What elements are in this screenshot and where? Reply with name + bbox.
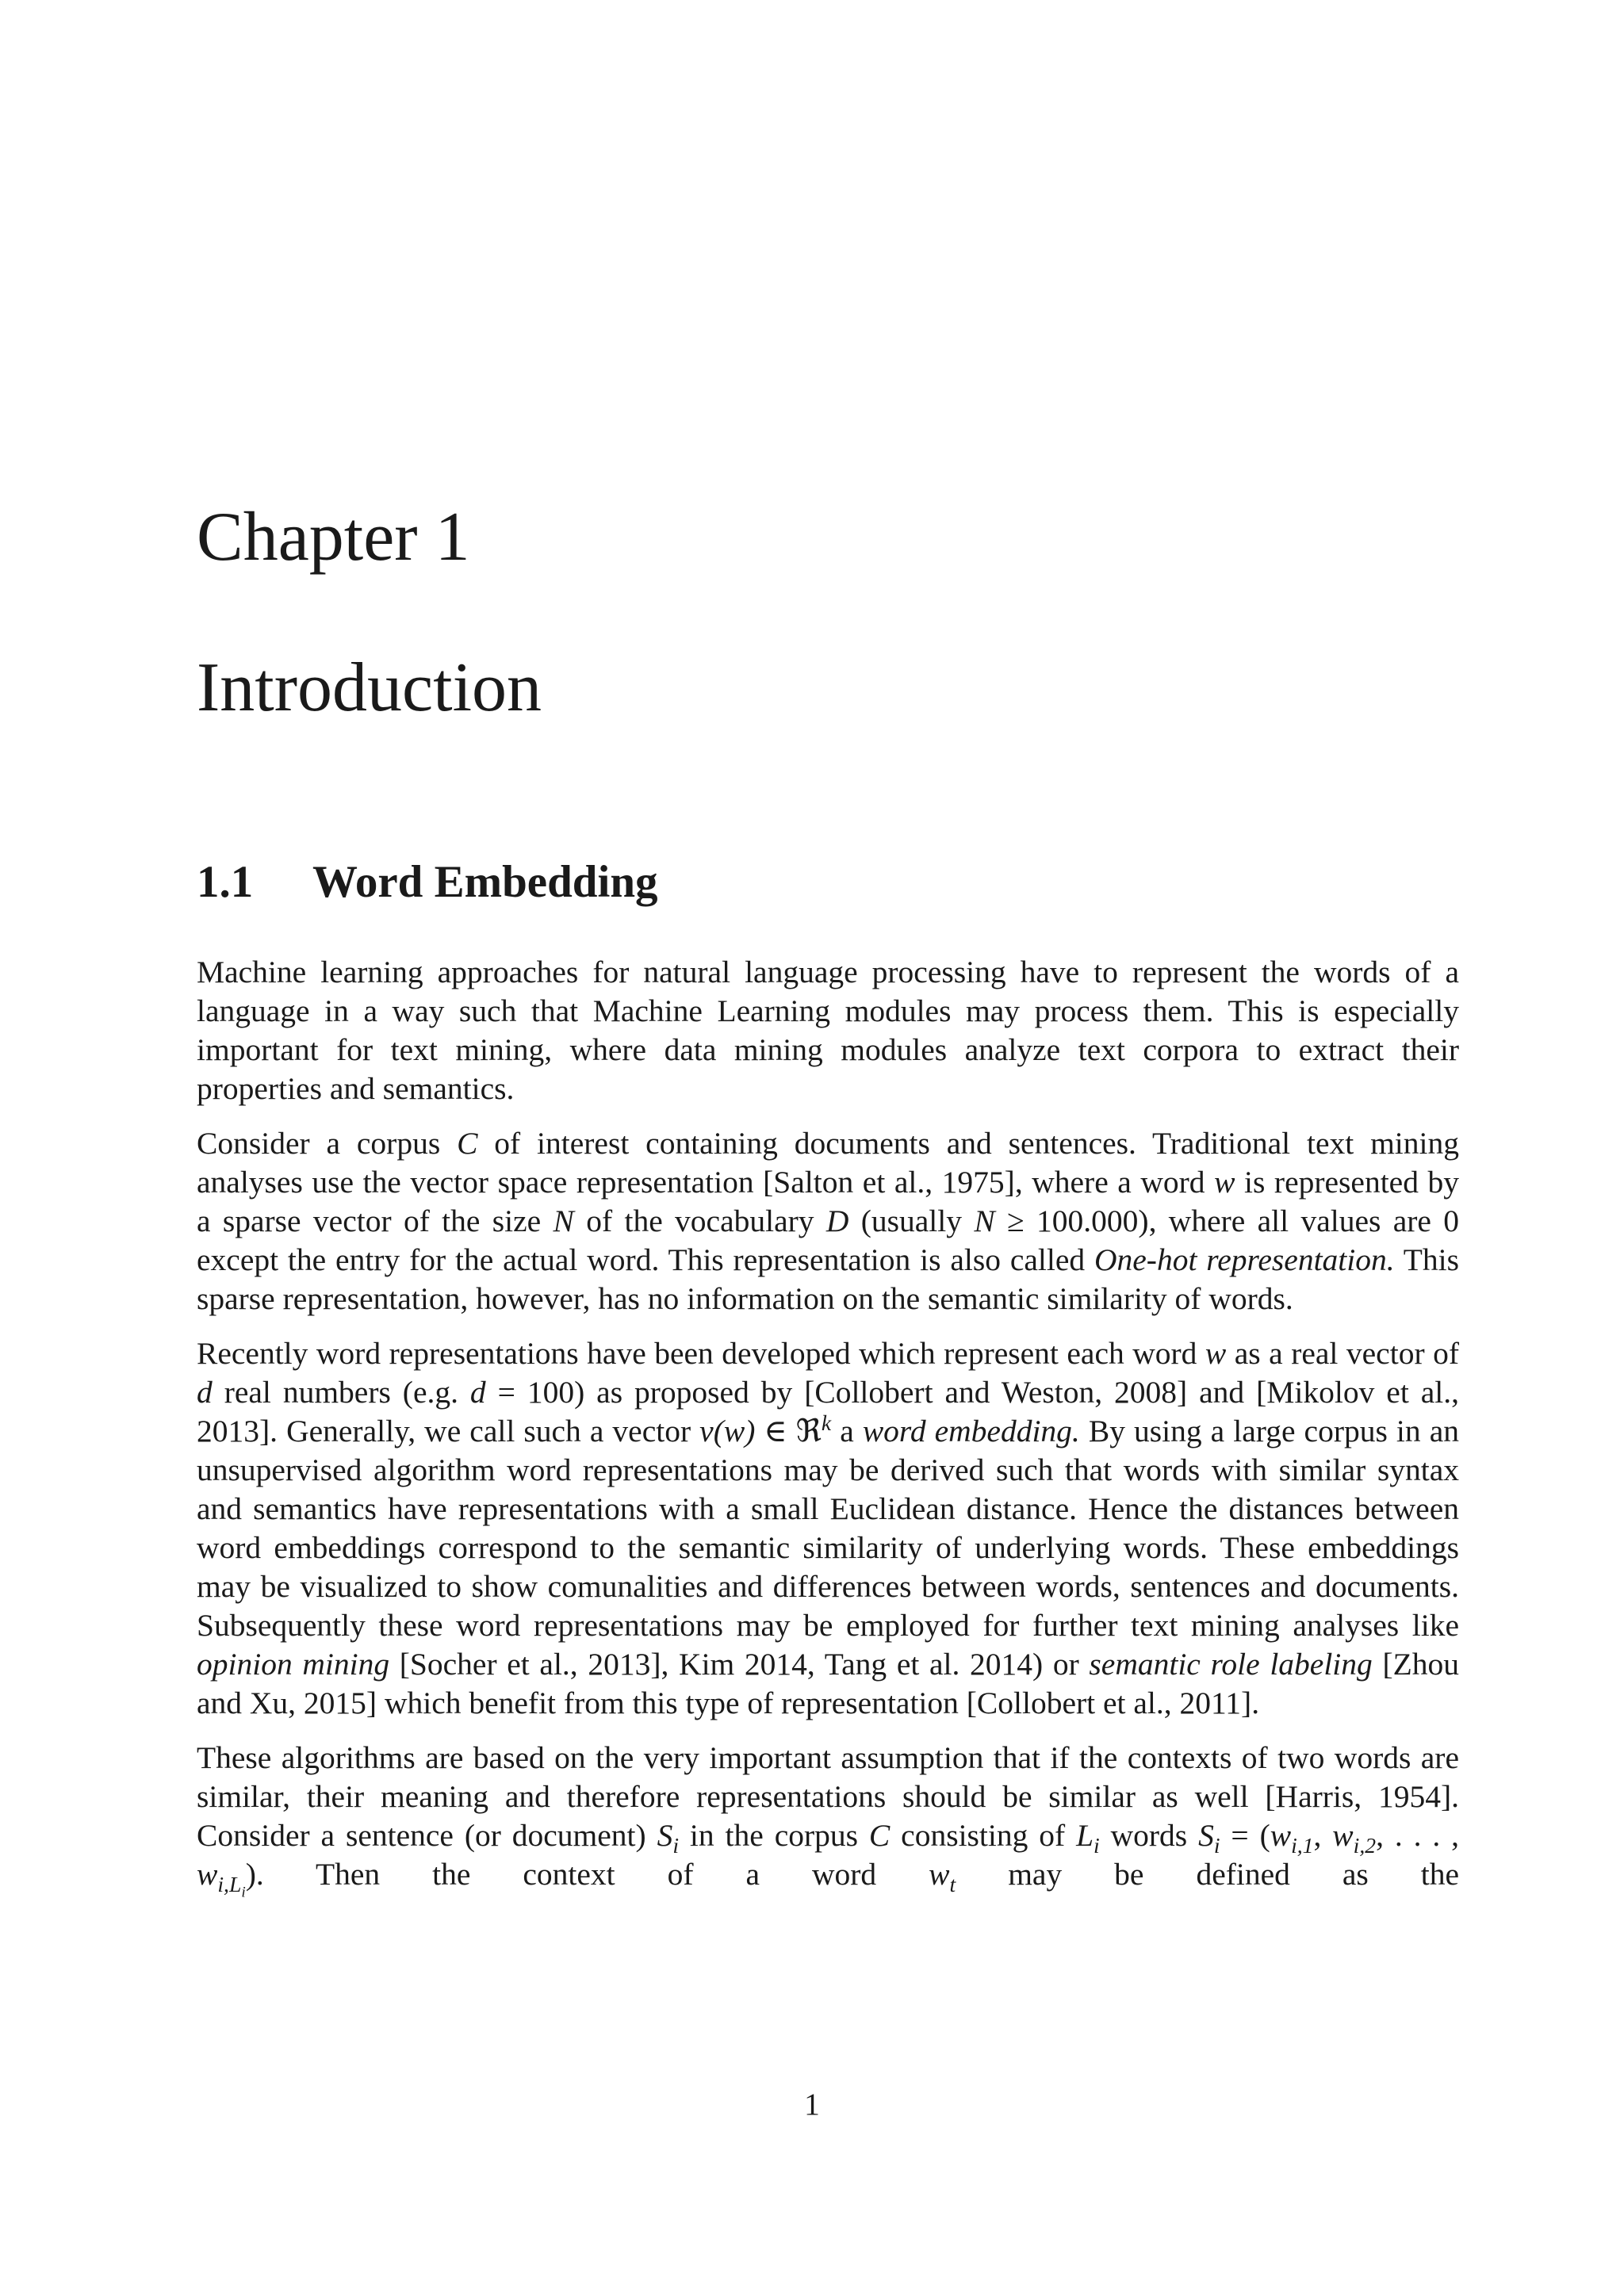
math-var: D bbox=[825, 1203, 849, 1238]
text-run: This sparse representation, however, has no information on the semantic similarity of words. bbox=[197, 1242, 1459, 1316]
math-var: C bbox=[868, 1818, 891, 1853]
math-sub: i bbox=[1213, 1832, 1220, 1858]
math-sub: i,1 bbox=[1291, 1832, 1314, 1858]
text-run: real numbers (e.g. bbox=[212, 1375, 470, 1410]
math-sub: t bbox=[949, 1871, 956, 1896]
text-run: ∈ ℜ bbox=[755, 1414, 822, 1448]
chapter-title: Introduction bbox=[197, 649, 542, 726]
text-run: a bbox=[831, 1414, 863, 1448]
emphasis: semantic role labeling bbox=[1089, 1647, 1373, 1682]
math-sub: i bbox=[1094, 1832, 1100, 1858]
math-var: L bbox=[1076, 1818, 1094, 1853]
text-run: may be defined as the bbox=[956, 1857, 1459, 1892]
math-var: v(w) bbox=[699, 1414, 756, 1448]
paragraph-1: Machine learning approaches for natural language processing have to represent the words of a language in a way such that Machine Learning modules may process them. This is especially important for text mining, where data mining modules analyze text corpora to extract their properties and semantics. bbox=[197, 955, 1459, 1106]
text-run: , bbox=[1313, 1818, 1333, 1853]
text-run: in the corpus bbox=[679, 1818, 869, 1853]
text-run: consisting of bbox=[890, 1818, 1077, 1853]
math-sub: i,2 bbox=[1353, 1832, 1377, 1858]
math-var: w bbox=[1332, 1818, 1354, 1853]
text-run: , . . . , bbox=[1376, 1818, 1460, 1853]
math-var: w bbox=[1205, 1336, 1227, 1371]
section-heading bbox=[197, 855, 658, 910]
page-number: 1 bbox=[804, 2087, 820, 2122]
text-run: of the vocabulary bbox=[573, 1203, 826, 1238]
math-var: k bbox=[821, 1410, 832, 1435]
text-run: = 100) as proposed by [Collobert and Weston, 2008] and [Mikolov et al., 2013]. Generally, we call such a vector bbox=[197, 1375, 1459, 1448]
text-run: is represented by a sparse vector of the size bbox=[197, 1165, 1459, 1238]
math-var: N bbox=[553, 1203, 574, 1238]
math-var: w bbox=[1270, 1818, 1292, 1853]
text-run: Recently word representations have been developed which represent each word bbox=[197, 1336, 1205, 1371]
text-run: These algorithms are based on the very important assumption that if the contexts of two words are similar, their meaning and therefore representations should be similar as well [Harris, 1954]. Consider a sentence (or document) bbox=[197, 1740, 1459, 1853]
math-var: d bbox=[469, 1375, 486, 1410]
text-run: Consider a corpus bbox=[197, 1126, 458, 1161]
text-run: (usually bbox=[848, 1203, 975, 1238]
math-var: S bbox=[1198, 1818, 1214, 1853]
math-sub: i bbox=[241, 1884, 246, 1901]
paragraph-2 bbox=[197, 1124, 1459, 1318]
paragraph-4 bbox=[197, 1739, 1460, 1901]
text-run: = ( bbox=[1220, 1818, 1270, 1853]
emphasis: One-hot representation. bbox=[1094, 1242, 1395, 1277]
math-sub: i bbox=[672, 1832, 680, 1858]
text-run: ). Then the context of a word bbox=[245, 1857, 929, 1892]
math-var: S bbox=[657, 1818, 673, 1853]
math-var: N bbox=[974, 1203, 995, 1238]
text-run: [Socher et al., 2013], Kim 2014, Tang et al. 2014) or bbox=[389, 1647, 1090, 1682]
emphasis: opinion mining bbox=[197, 1647, 390, 1682]
section-title: Word Embedding bbox=[312, 857, 658, 907]
math-var: d bbox=[197, 1375, 213, 1410]
text-run: words bbox=[1099, 1818, 1199, 1853]
math-var: C bbox=[457, 1126, 478, 1161]
text-run: By using a large corpus in an unsupervised algorithm word representations may be derived such that words with similar syntax and semantics have representations with a small Euclidean distance. Hence the distances between word embeddings correspond to the semantic similarity of underlying words. These embeddings may be visualized to show comunalities and differences between words, sentences and documents. Subsequently these word representations may be employed for further text mining analyses like bbox=[197, 1414, 1459, 1643]
text-run: as a real vector of bbox=[1226, 1336, 1459, 1371]
chapter-label: Chapter 1 bbox=[197, 499, 470, 576]
text-run: ≥ 100.000), where all values are 0 except the entry for the actual word. This representation is also called bbox=[197, 1203, 1459, 1277]
paragraph-3 bbox=[197, 1334, 1459, 1723]
emphasis: word embedding. bbox=[862, 1414, 1080, 1448]
math-sub: i,L bbox=[217, 1871, 242, 1896]
math-var: w bbox=[1214, 1165, 1235, 1200]
section-number: 1.1 bbox=[197, 857, 254, 907]
math-var: w bbox=[929, 1857, 950, 1892]
body-text bbox=[197, 953, 1459, 1910]
text-run: [Zhou and Xu, 2015] which benefit from this type of representation [Collobert et al., 2011]. bbox=[197, 1647, 1459, 1720]
math-var: w bbox=[197, 1857, 218, 1892]
text-run: of interest containing documents and sentences. Traditional text mining analyses use the vector space representation [Salton et al., 1975], where a word bbox=[197, 1126, 1460, 1200]
